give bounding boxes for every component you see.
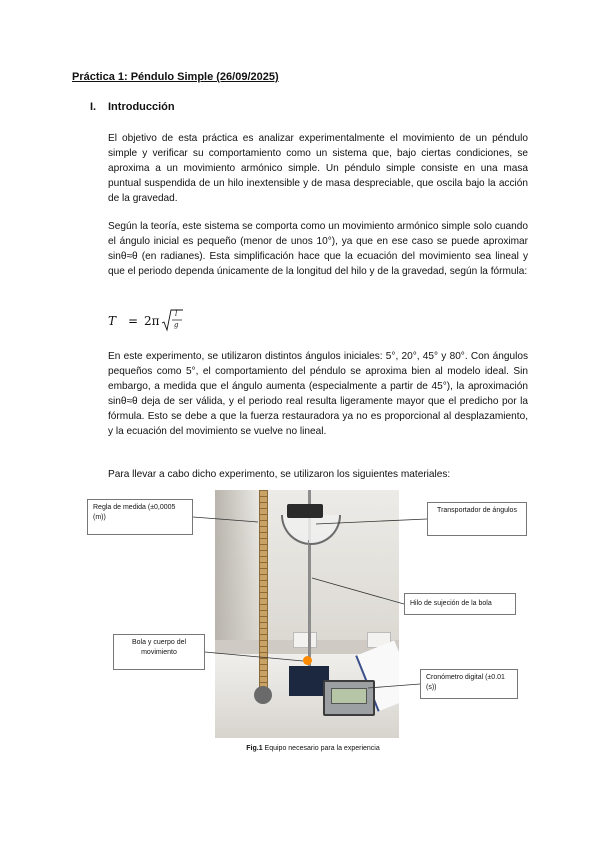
paragraph-theory: Según la teoría, este sistema se comporta como un movimiento armónico simple solo cuando el ángulo inicial es pequeño (menor de unos 10°), ya que en ese caso se puede aproximar sinθ≈θ (en radianes). Esta simplificación hace que la ecuación del movimiento sea lineal y que el periodo dependa únicamente de la longitud del hilo y de la gravedad, según la fórmula: [108, 221, 528, 277]
formula-coefficient: 2π [144, 314, 160, 328]
figure-caption-label: Fig.1 [246, 745, 263, 752]
formula-lhs: T [108, 314, 117, 328]
photo-ruler-base [254, 686, 272, 704]
figure-caption-text: Equipo necesario para la experiencia [264, 745, 380, 752]
section-number: I. [90, 101, 97, 113]
paragraph-objective: El objetivo de esta práctica es analizar experimentalmente el movimiento de un péndulo simple y verificar su comportamiento como un sistema que, bajo ciertas condiciones, se aproxima a un movimiento armónico simple. Un péndulo simple consiste en una masa puntual suspendida de un hilo inextensible y de masa despreciable, que oscila bajo la acción de la gravedad. [108, 133, 528, 204]
photo-ruler [259, 490, 268, 697]
formula-denominator: g [174, 321, 179, 329]
photo-timer-screen [331, 688, 367, 704]
photo-outlet [293, 632, 317, 648]
label-ruler: Regla de medida (±0,0005 (m)) [87, 499, 193, 535]
label-ball: Bola y cuerpo del movimiento [113, 634, 205, 670]
section-title: Introducción [108, 101, 175, 113]
formula-equals: = [128, 314, 139, 328]
photo-timer [323, 680, 375, 716]
formula-numerator: l [175, 310, 178, 318]
page-title: Práctica 1: Péndulo Simple (26/09/2025) [72, 71, 279, 83]
photo-wall-shadow [215, 490, 261, 640]
paragraph-materials: Para llevar a cabo dicho experimento, se utilizaron los siguientes materiales: [108, 469, 451, 480]
photo-ball [303, 656, 312, 665]
paragraph-experiment: En este experimento, se utilizaron distintos ángulos iniciales: 5°, 20°, 45° y 80°. Con ángulos pequeños como 5°, el comportamiento del péndulo se aproxima bien al modelo ideal. Sin embargo, a medida que el ángulo aumenta (especialmente a partir de 45°), la aproximación sinθ≈θ deja de ser válida, y el periodo real resulta ligeramente mayor que el predicho por la fórmula. Esto se debe a que la fuerza restauradora ya no es proporcional al desplazamiento, y la ecuación del movimiento se vuelve no lineal. [108, 351, 528, 437]
photo-string [308, 540, 309, 662]
label-timer: Cronómetro digital (±0.01 (s)) [420, 669, 518, 699]
equipment-photo [215, 490, 399, 738]
figure-caption [223, 745, 403, 752]
label-protractor: Transportador de ángulos [427, 502, 527, 536]
label-string: Hilo de sujeción de la bola [404, 593, 516, 615]
photo-clamp [287, 504, 323, 518]
